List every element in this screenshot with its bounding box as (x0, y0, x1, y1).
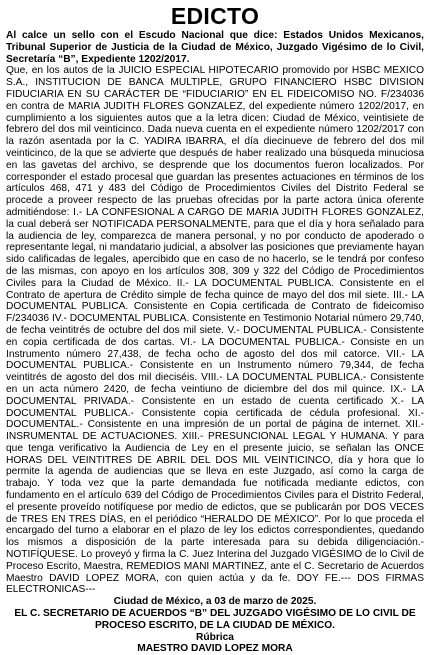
notice-body: Que, en los autos de la JUICIO ESPECIAL HIPOTECARIO promovido por HSBC MEXICO S.A., INSTITUCION DE BANCA MULTIPLE, GRUPO FINANCIERO HSBC DIVISION FIDUCIARIA EN SU CARÁCTER DE “FIDUCIARIO” EN EL FIDEICOMISO NO. F/234036 en contra de MARIA JUDITH FLORES GONZALEZ, del expediente número 1202/2017, en cumplimiento a los siguientes autos que a la letra dicen: Ciudad de México, veintisiete de febrero del dos mil veinticinco. Dada nueva cuenta en el expediente número 1202/2017 con la razón asentada por la C. YADIRA IBARRA, el día diecinueve de febrero del dos mil veinticinco, de la que se advierte que después de haber realizado una búsqueda minuciosa en las gavetas del archivo, se desprende que los documentos fueron localizados. Por corresponder el estado procesal que guardan las presentes actuaciones en términos de los artículos 468, 471 y 483 del Código de Procedimientos Civiles del Distrito Federal se procede a proveer respecto de las pruebas ofrecidas por la parte actora única oferente admitiéndose: I.- LA CONFESIONAL A CARGO DE MARIA JUDITH FLORES GONZALEZ, la cual deberá ser NOTIFICADA PERSONALMENTE, para que el día y hora señalado para la audiencia de ley, comparezca de manera personal, y no por conducto de apoderado o representante legal, ni mandatario judicial, a absolver las posiciones que previamente hayan sido calificadas de legales, apercibido que en caso de no hacerlo, se le tendrá por confeso de las mismas, con apoyo en los artículos 308, 309 y 322 del Código de Procedimientos Civiles para la Ciudad de México. II.- LA DOCUMENTAL PUBLICA. Consistente en el Contrato de apertura de Crédito simple de fecha quince de mayo del dos mil siete. III.- LA DOCUMENTAL PUBLICA. Consistente en Copia certificada de Contrato de fideicomiso F/234036 IV.- DOCUMENTAL PUBLICA. Consistente en Testimonio Notarial número 29,740, de fecha veintitrés de octubre del dos mil siete. V.- DOCUMENTAL PUBLICA.- Consistente en copia certificada de dos cartas. VI.- LA DOCUMENTAL PUBLICA.- Consiste en un Instrumento número 27,438, de fecha ocho de agosto del dos mil catorce. VII.- LA DOCUMENTAL PUBLICA.- Consistente en un Instrumento número 79,344, de fecha veintitrés de agosto del dos mil dieciséis. VIII.- LA DOCUMENTAL PUBLICA.- Consistente en un acta número 2420, de fecha veintiuno de diciembre del dos mil quince. IX.- LA DOCUMENTAL PRIVADA.- Consistente en un estado de cuenta certificado X.- LA DOCUMENTAL PUBLICA.- Consistente copia certificada de cédula profesional. XI.- DOCUMENTAL.- Consistente en una impresión de un portal de página de internet. XII.- INSRUMENTAL DE ACTUACIONES. XIII.- PRESUNCIONAL LEGAL Y HUMANA. Y para que tenga verificativo la Audiencia de Ley en el presente juicio, se señalan las ONCE HORAS DEL VEINTITRES DE ABRIL DEL DOS MIL VEINTICINCO, día y hora que lo permite la agenda de audiencias que se lleva en este Juzgado, así como la carga de trabajo. Y toda vez que la parte demandada fue notificada mediante edictos, con fundamento en el artículo 639 del Código de Procedimientos Civiles para el Distrito Federal, el presente proveído notifíquese por medio de edictos, que se publicarán por DOS VECES de TRES EN TRES DÍAS, en el periódico “HERALDO DE MÉXICO”. Por lo que proceda el encargado del turno a elaborar en el plazo de ley los edictos correspondientes, quedando los mismos a disposición de la parte interesada para su debida diligenciación.- NOTIFÍQUESE. Lo proveyó y firma la C. Juez Interina del Juzgado VIGÉSIMO de lo Civil de Proceso Escrito, Maestra, REMEDIOS MANI MARTINEZ, ante el C. Secretario de Acuerdos Maestro DAVID LOPEZ MORA, con quien actúa y da fe. DOY FE.--- DOS FIRMAS ELECTRONICAS--- (6, 65, 424, 596)
signature-title: EL C. SECRETARIO DE ACUERDOS “B” DEL JUZGADO VIGÉSIMO DE LO CIVIL DE PROCESO ESCRITO, DE LA CIUDAD DE MÉXICO. (14, 608, 416, 631)
signature-rubric: Rúbrica (196, 631, 234, 643)
notice-title: EDICTO (170, 3, 260, 29)
signature-name: MAESTRO DAVID LOPEZ MORA (137, 643, 293, 655)
seal-heading: Al calce un sello con el Escudo Nacional que dice: Estados Unidos Mexicanos, Tribunal Superior de Justicia de la Ciudad de México, Juzgado Vigésimo de lo Civil, Secretaría “B”, Expediente 1202/2017. (6, 30, 424, 65)
date-line: Ciudad de México, a 03 de marzo de 2025. (113, 596, 317, 608)
